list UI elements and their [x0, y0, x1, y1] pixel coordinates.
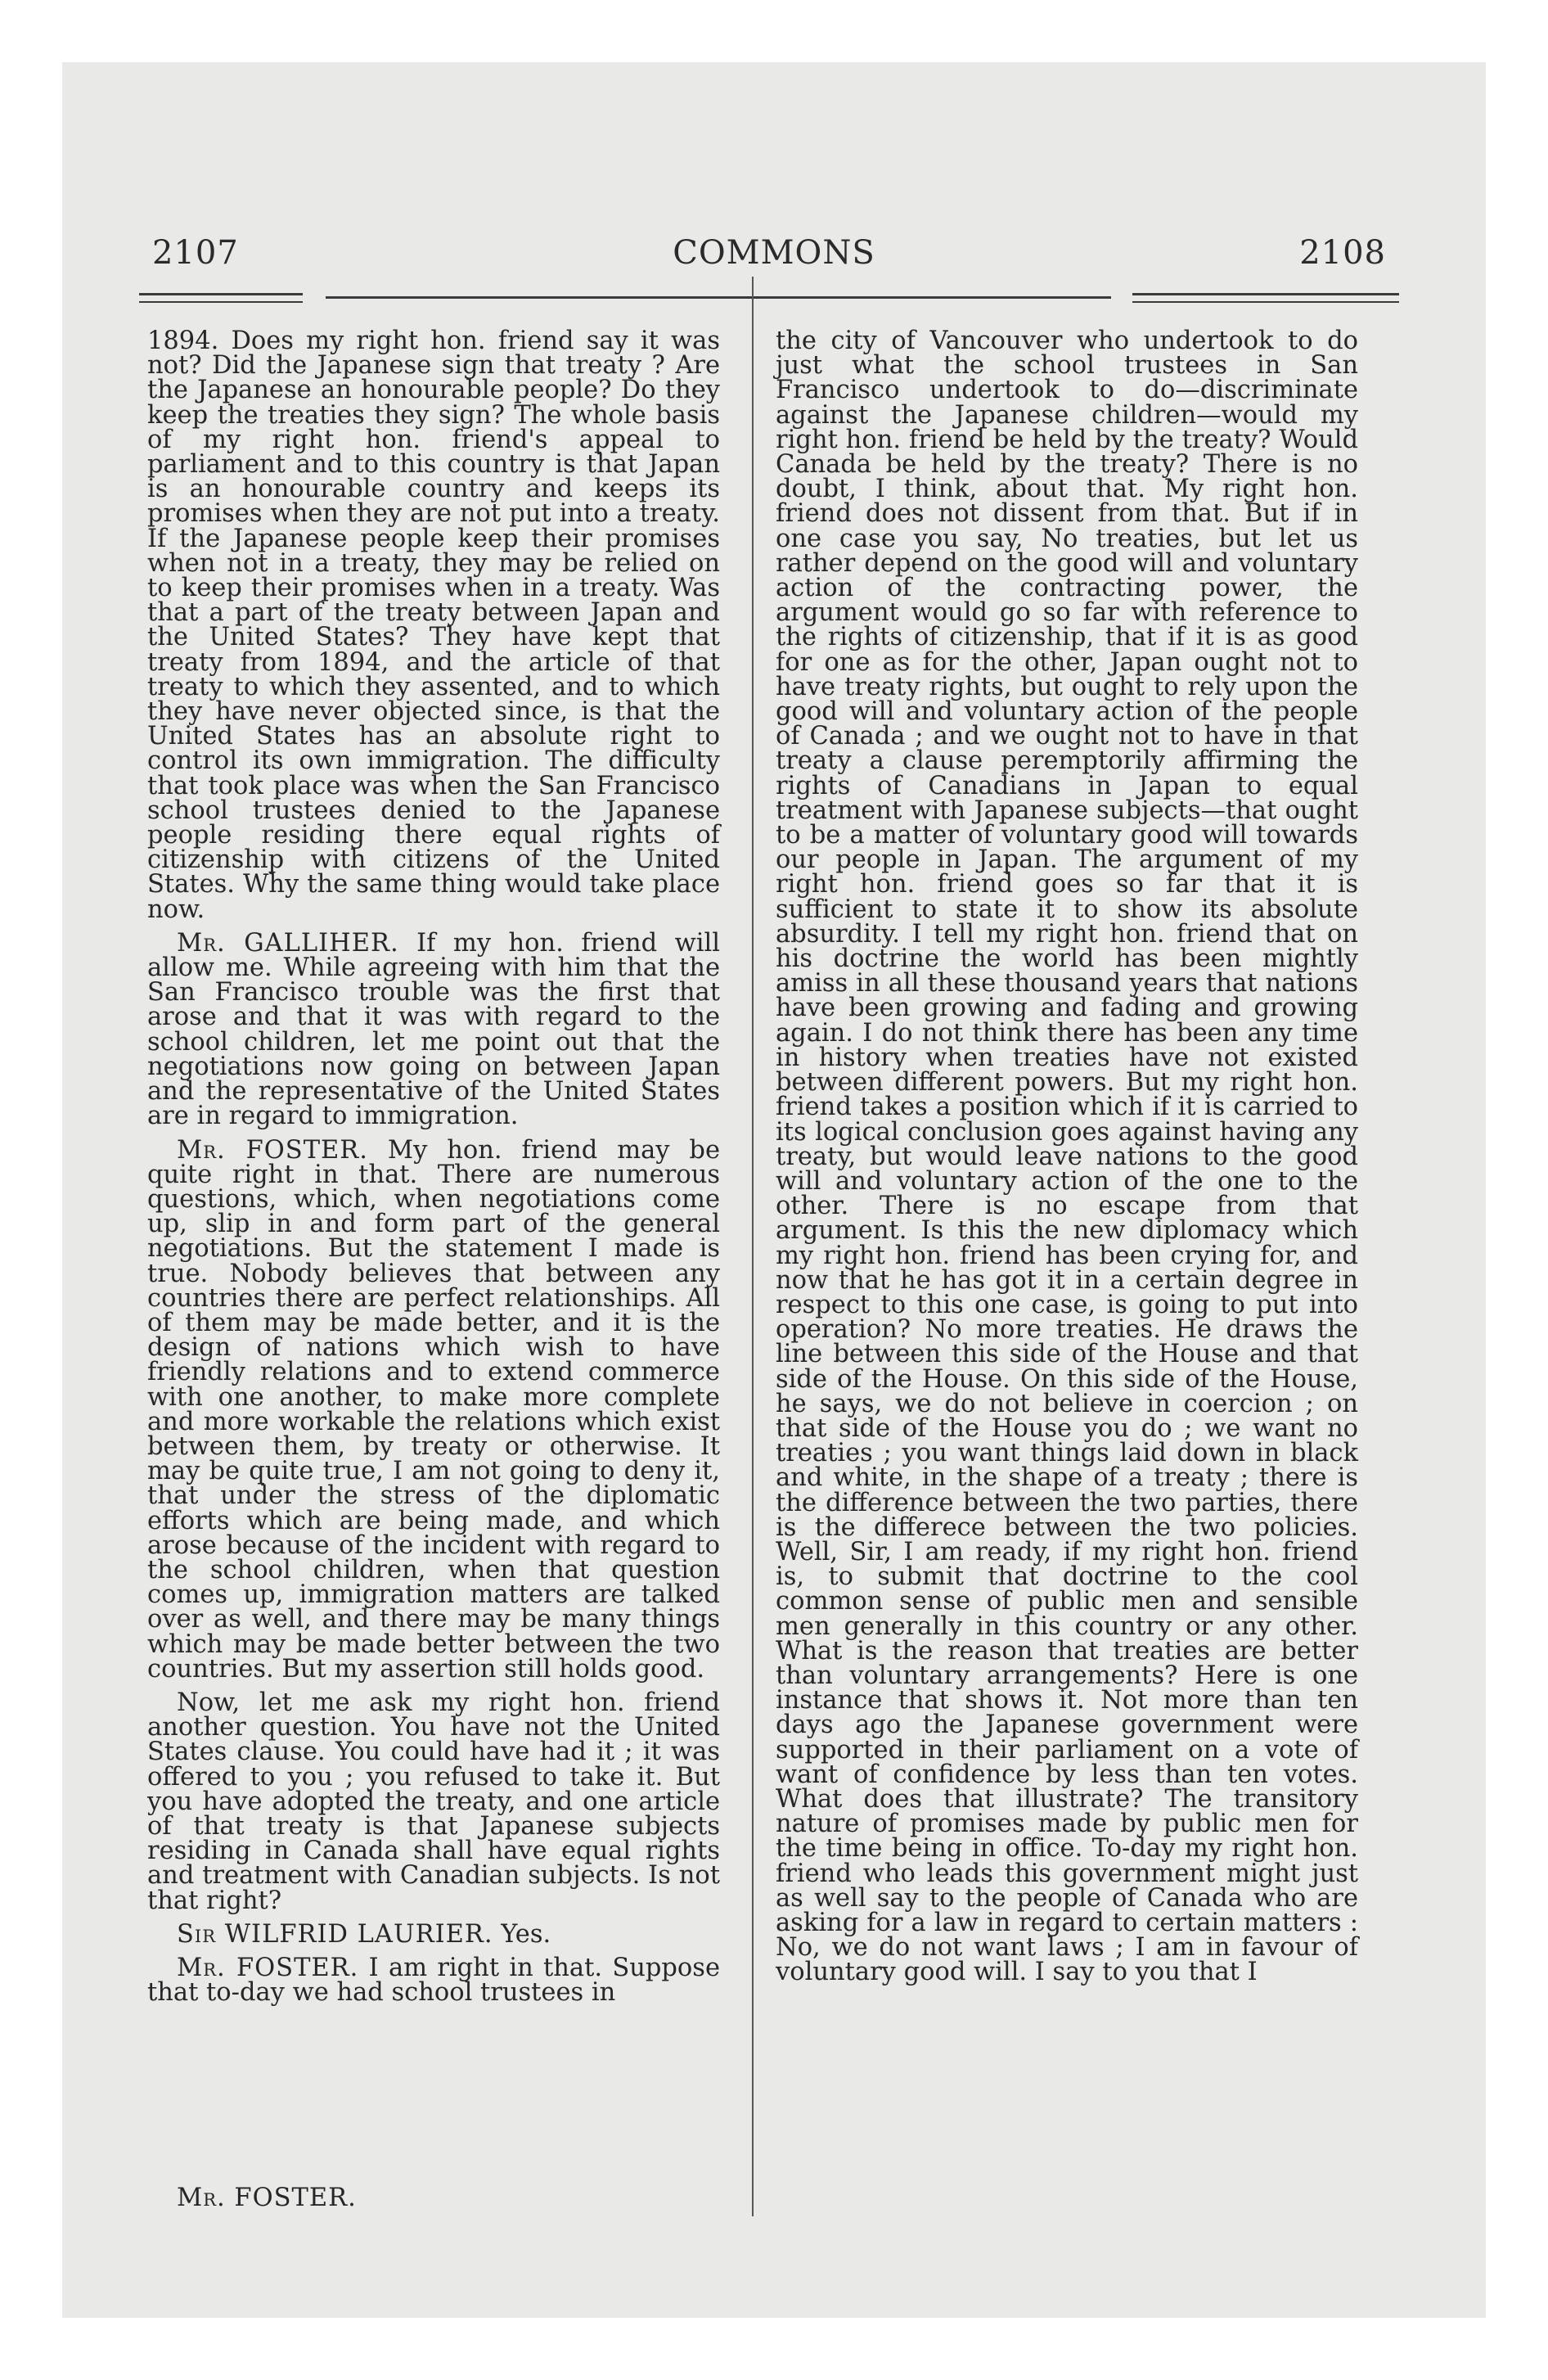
header-rule-right-2: [1132, 301, 1399, 303]
speaker-name: Mr. FOSTER.: [177, 1954, 359, 1982]
speaker-name: Mr. GALLIHER.: [177, 928, 399, 958]
header-rule-right: [1132, 293, 1399, 295]
right-column: [776, 329, 1358, 1995]
paragraph: the city of Vancouver who undertook to do just what the school trustees in San Francisco undertook to do—discriminate against the Japanese children—would my right hon. friend be held by the treaty? Would Canada be held by the treaty? There is no doubt, I think, about that. My right hon. friend does not dissent from that. But if in one case you say, No treaties, but let us rather depend on the good will and voluntary action of the contracting power, the argument would go so far with reference to the rights of citizenship, that if it is as good for one as for the other, Japan ought not to have treaty rights, but ought to rely upon the good will and voluntary action of the people of Canada ; and we ought not to have in that treaty a clause peremptorily affirming the rights of Canadians in Japan to equal treatment with Japanese subjects—that ought to be a matter of voluntary good will towards our people in Japan. The argument of my right hon. friend goes so far that it is sufficient to state it to show its absolute absurdity. I tell my right hon. friend that on his doctrine the world has been mightly amiss in all these thousand years that nations have been growing and fading and growing again. I do not think there has been any time in history when treaties have not existed between different powers. But my right hon. friend takes a position which if it is carried to its logical conclusion goes against having any treaty, but would leave nations to the good will and voluntary action of the one to the other. There is no escape from that argument. Is this the new diplomacy which my right hon. friend has been crying for, and now that he has got it in a certain degree in respect to this one case, is going to put into operation? No more treaties. He draws the line between this side of the House and that side of the House. On this side of the House, he says, we do not believe in coercion ; on that side of the House you do ; we want no treaties ; you want things laid down in black and white, in the shape of a treaty ; there is the difference between the two parties, there is the differece between the two policies. Well, Sir, I am ready, if my right hon. friend is, to submit that doctrine to the cool common sense of public men and sensible men generally in this country or any other. What is the reason that treaties are better than voluntary arrangements? Here is one instance that shows it. Not more than ten days ago the Japanese government were supported in their parliament on a vote of want of confidence by less than ten votes. What does that illustrate? The transitory nature of promises made by public men for the time being in office. To-day my right hon. friend who leads this government might just as well say to the people of Canada who are asking for a law in regard to certain matters : No, we do not want laws ; I am in favour of voluntary good will. I say to you that I: [776, 327, 1358, 1987]
paragraph: Mr. FOSTER. My hon. friend may be quite right in that. There are numerous questions, which, when negotiations come up, slip in and form part of the general negotiations. But the statement I made is true. Nobody believes that between any countries there are perfect relationships. All of them may be made better, and it is the design of nations which wish to have friendly relations and to extend commerce with one another, to make more complete and more workable the relations which exist between them, by treaty or otherwise. It may be quite true, I am not going to deny it, that under the stress of the diplomatic efforts which are being made, and which arose because of the incident with regard to the school children, when that question comes up, immigration matters are talked over as well, and there may be many things which may be made better between the two countries. But my assertion still holds good.: [147, 1135, 721, 1684]
paragraph: Sir WILFRID LAURIER. Yes.: [177, 1919, 551, 1949]
page-number-left: 2107: [152, 234, 239, 272]
column-divider: [752, 277, 754, 2216]
paragraph: Mr. GALLIHER. If my hon. friend will allow me. While agreeing with him that the San Francisco trouble was the first that arose and that it was with regard to the school children, let me point out that the negotiations now going on between Japan and the representative of the United States are in regard to immigration.: [147, 928, 720, 1131]
header-rule-left: [139, 293, 303, 295]
paragraph: Mr. FOSTER. I am right in that. Suppose that to-day we had school trustees in: [147, 1954, 720, 2008]
page: [62, 62, 1486, 2318]
paragraph: Now, let me ask my right hon. friend another question. You have not the United States clause. You could have had it ; it was offered to you ; you refused to take it. But you have adopted the treaty, and one article of that treaty is that Japanese subjects residing in Canada shall have equal rights and treatment with Canadian subjects. Is not that right?: [147, 1688, 720, 1915]
page-number-right: 2108: [1299, 234, 1386, 272]
running-footer: Mr. FOSTER.: [177, 2184, 357, 2212]
speaker-name: Sir WILFRID LAURIER.: [177, 1919, 493, 1949]
left-column: [147, 329, 720, 2014]
header-rule-center: [326, 296, 1111, 299]
speaker-name: Mr. FOSTER.: [177, 1135, 368, 1165]
page-title: COMMONS: [673, 234, 875, 272]
paragraph: 1894. Does my right hon. friend say it was not? Did the Japanese sign that treaty ? Are the Japanese an honourable people? Do they keep the treaties they sign? The whole basis of my right hon. friend's appeal to parliament and to this country is that Japan is an honourable country and keeps its promises when they are not put into a treaty. If the Japanese people keep their promises when not in a treaty, they may be relied on to keep their promises when in a treaty. Was that a part of the treaty between Japan and the United States? They have kept that treaty from 1894, and the article of that treaty to which they assented, and to which they have never objected since, is that the United States has an absolute right to control its own immigration. The difficulty that took place was when the San Francisco school trustees denied to the Japanese people residing there equal rights of citizenship with citizens of the United States. Why the same thing would take place now.: [147, 327, 720, 924]
header-rule-left-2: [139, 301, 303, 303]
